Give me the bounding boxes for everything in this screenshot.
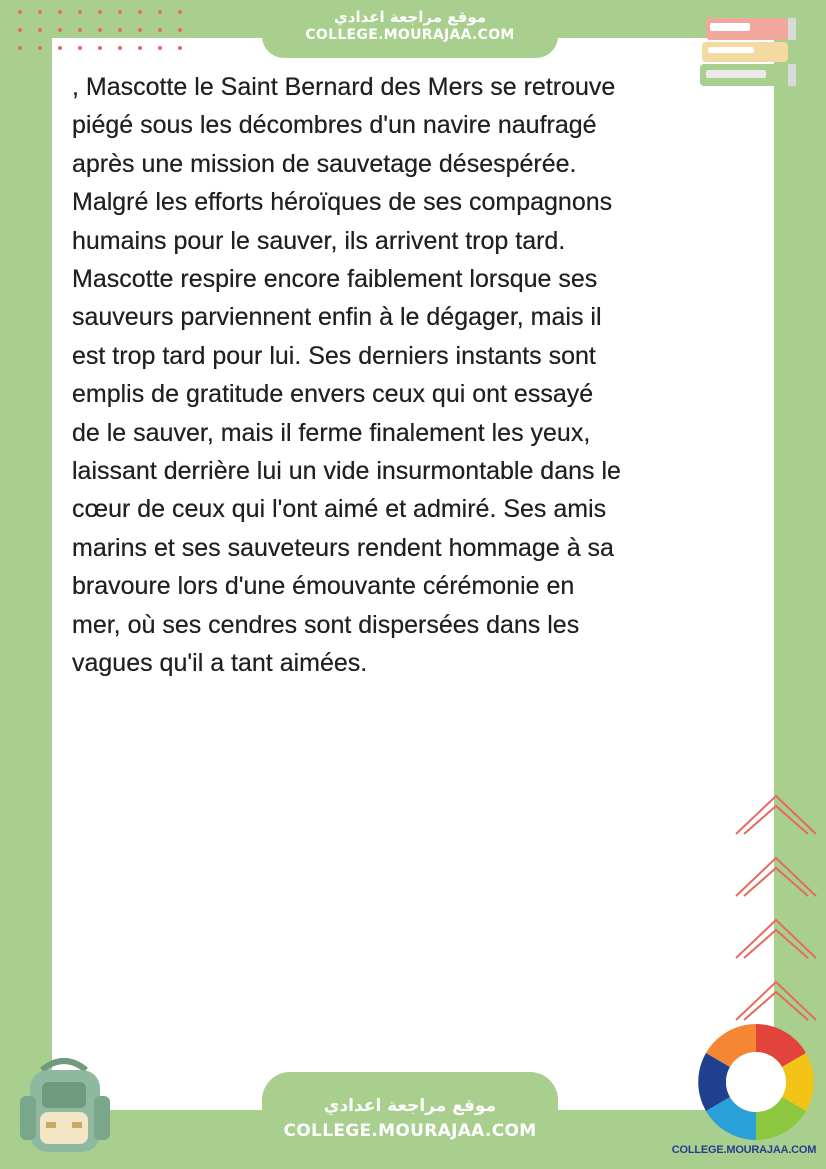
text-line: , Mascotte le Saint Bernard des Mers se retrouve xyxy=(72,73,616,101)
backpack-icon xyxy=(12,1056,116,1156)
badge-site-url: COLLEGE.MOURAJAA.COM xyxy=(671,1144,817,1156)
text-line: Mascotte respire encore faiblement lorsque ses xyxy=(72,265,598,294)
footer-site-tab[interactable] xyxy=(262,1072,558,1169)
chevron-up-icon xyxy=(732,790,822,1030)
decorative-dots xyxy=(0,0,210,56)
text-line: est trop tard pour lui. Ses derniers instants sont xyxy=(72,341,596,370)
subjects-wheel-icon xyxy=(694,1024,818,1144)
story-paragraph xyxy=(72,68,732,683)
text-line: vagues qu'il a tant aimées. xyxy=(72,649,368,678)
header-site-url[interactable]: COLLEGE.MOURAJAA.COM xyxy=(305,27,515,43)
header-site-tab[interactable] xyxy=(262,0,558,58)
text-line: Malgré les efforts héroïques de ses compagnons xyxy=(72,188,613,217)
text-line: de le sauver, mais il ferme finalement les yeux, xyxy=(72,418,591,447)
text-line: marins et ses sauveteurs rendent hommage à sa xyxy=(72,533,614,562)
text-line: cœur de ceux qui l'ont aimé et admiré. Ses amis xyxy=(72,495,607,524)
footer-site-url[interactable]: COLLEGE.MOURAJAA.COM xyxy=(283,1121,537,1141)
header-site-name: موقع مراجعة اعدادي xyxy=(334,8,486,26)
text-line: après une mission de sauvetage désespérée. xyxy=(72,149,577,178)
text-line: piégé sous les décombres d'un navire naufragé xyxy=(72,111,597,140)
text-line: emplis de gratitude envers ceux qui ont essayé xyxy=(72,380,594,409)
text-line: laissant derrière lui un vide insurmontable dans le xyxy=(72,457,621,486)
text-line: mer, où ses cendres sont dispersées dans les xyxy=(72,610,580,639)
text-line: humains pour le sauver, ils arrivent trop tard. xyxy=(72,226,566,255)
footer-site-name: موقع مراجعة اعدادي xyxy=(323,1096,497,1116)
text-line: bravoure lors d'une émouvante cérémonie en xyxy=(72,572,575,601)
text-line: sauveurs parviennent enfin à le dégager, mais il xyxy=(72,303,602,332)
